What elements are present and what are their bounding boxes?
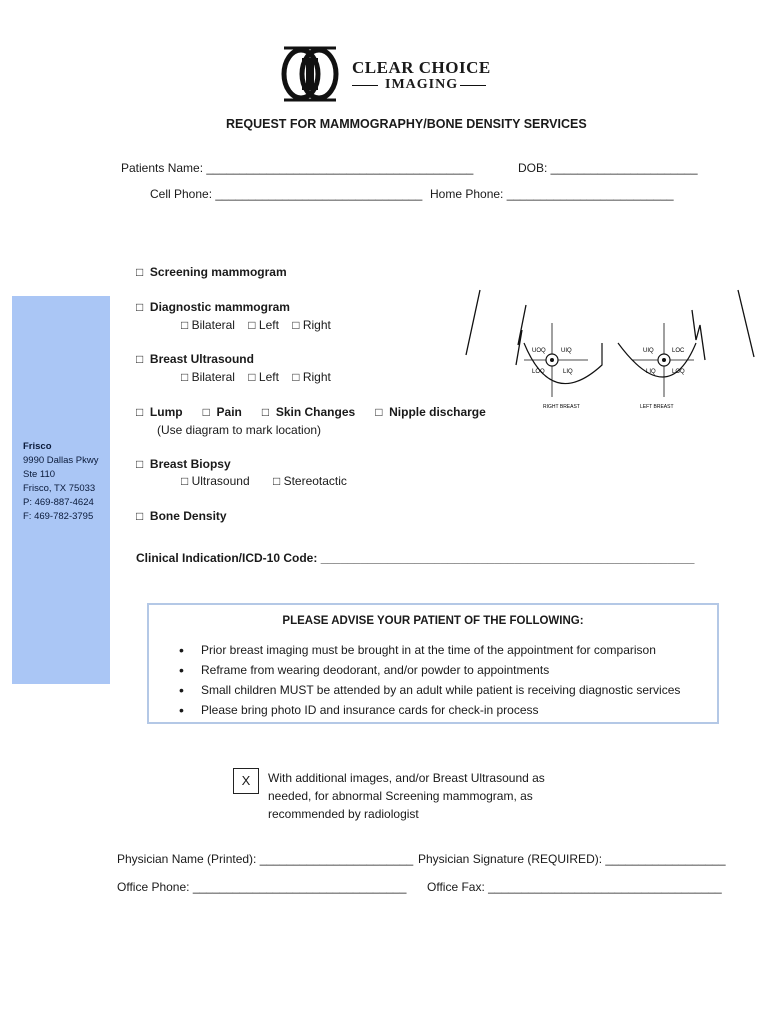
torso-outline [738,290,754,357]
bilateral-label: Bilateral [191,370,235,384]
dob-field[interactable]: DOB: ______________________ [518,161,698,175]
list-item: • Prior breast imaging must be brought in at the time of the appointment for comparison [179,640,680,660]
screening-option[interactable] [136,265,287,279]
location-address-3: Frisco, TX 75033 [23,483,96,494]
diagram-caption: RIGHT BREAST [543,404,580,410]
checkbox[interactable]: □ [136,509,144,523]
diagram-caption: LEFT BREAST [640,404,674,410]
checkbox[interactable]: □ [272,474,281,488]
right-label: Right [302,370,331,384]
biopsy-ultrasound-label: Ultrasound [191,474,250,488]
additional-line-1: With additional images, and/or Breast Ultrasound as [268,771,545,785]
list-item: • Reframe from wearing deodorant, and/or powder to appointments [179,660,680,680]
checkbox[interactable]: □ [261,405,270,419]
physician-signature-field[interactable]: Physician Signature (REQUIRED): __________________ [418,852,726,866]
additional-images-text [268,769,545,823]
checkbox[interactable]: □ [136,457,144,471]
diagram-note: (Use diagram to mark location) [157,423,322,437]
list-item: • Please bring photo ID and insurance cards for check-in process [179,700,680,720]
advise-box [147,603,719,724]
logo-subline [352,77,488,95]
office-fax-field[interactable]: Office Fax: ___________________________________ [427,880,722,894]
logo-imaging: IMAGING [385,77,459,92]
office-phone-field[interactable]: Office Phone: ________________________________ [117,880,407,894]
divider [352,85,378,86]
location-sidebar [12,296,110,684]
torso-outline [516,305,526,365]
left-label: Left [258,318,279,332]
additional-images-checkbox[interactable]: X [233,768,259,794]
quadrant-label: UIQ [561,348,572,354]
torso-outline [466,290,480,355]
location-name: Frisco [23,441,52,452]
right-label: Right [302,318,331,332]
checkbox[interactable]: □ [375,405,383,419]
ultrasound-option[interactable] [136,352,254,366]
torso-outline [692,310,705,360]
diagnostic-option[interactable] [136,300,290,314]
checkbox[interactable]: □ [181,318,189,332]
breast-diagram[interactable] [460,285,760,415]
checkbox[interactable]: □ [136,265,144,279]
logo [278,44,498,104]
bilateral-label: Bilateral [191,318,235,332]
quadrant-label: UIQ [643,348,654,354]
quadrant-label: UOQ [532,348,546,354]
checkbox[interactable]: □ [202,405,210,419]
diagnostic-label: Diagnostic mammogram [149,300,290,314]
clinical-indication-field[interactable]: Clinical Indication/ICD-10 Code: ________________________________________________________ [136,551,695,565]
location-fax: F: 469-782-3795 [23,511,94,522]
checkbox[interactable]: □ [181,474,189,488]
quadrant-label: LOQ [532,369,545,375]
logo-name: CLEAR CHOICE [352,58,491,77]
biopsy-option[interactable] [136,457,231,471]
checkbox[interactable]: □ [248,370,256,384]
ultrasound-label: Breast Ultrasound [149,352,254,366]
page-title: REQUEST FOR MAMMOGRAPHY/BONE DENSITY SERVICES [226,117,587,131]
physician-name-field[interactable]: Physician Name (Printed): _______________________ [117,852,414,866]
bone-density-option[interactable] [136,509,227,523]
advise-list [179,640,680,720]
location-address-2: Ste 110 [23,469,56,480]
ultrasound-laterality [181,370,331,384]
divider [460,85,486,86]
bone-density-label: Bone Density [149,509,227,523]
biopsy-type [181,474,347,488]
list-item: • Small children MUST be attended by an adult while patient is receiving diagnostic services [179,680,680,700]
location-phone: P: 469-887-4624 [23,497,94,508]
patient-name-field[interactable]: Patients Name: ________________________________________ [121,161,474,175]
biopsy-stereotactic-label: Stereotactic [283,474,347,488]
skin-changes-label: Skin Changes [275,405,356,419]
diagnostic-laterality [181,318,331,332]
location-address-1: 9990 Dallas Pkwy [23,455,99,466]
additional-line-3: recommended by radiologist [268,807,419,821]
checkbox[interactable]: □ [136,300,144,314]
home-phone-field[interactable]: Home Phone: _________________________ [430,187,674,201]
advise-heading: PLEASE ADVISE YOUR PATIENT OF THE FOLLOWING: [282,615,584,627]
pain-label: Pain [216,405,242,419]
quadrant-label: LOQ [672,369,685,375]
screening-label: Screening mammogram [149,265,287,279]
left-label: Left [258,370,279,384]
symptoms-row [136,405,486,419]
nipple-discharge-label: Nipple discharge [389,405,486,419]
quadrant-label: LIQ [563,369,573,375]
additional-line-2: needed, for abnormal Screening mammogram, as [268,789,533,803]
lump-label: Lump [149,405,183,419]
checkbox[interactable]: □ [136,405,144,419]
checkbox[interactable]: □ [136,352,144,366]
biopsy-label: Breast Biopsy [149,457,231,471]
quadrant-label: LOC [672,348,685,354]
cell-phone-field[interactable]: Cell Phone: _______________________________ [150,187,423,201]
checkbox[interactable]: □ [292,318,300,332]
checkbox[interactable]: □ [248,318,256,332]
quadrant-label: LIQ [646,369,656,375]
logo-mark-icon [278,44,342,104]
checkbox[interactable]: □ [181,370,189,384]
checkbox[interactable]: □ [292,370,300,384]
